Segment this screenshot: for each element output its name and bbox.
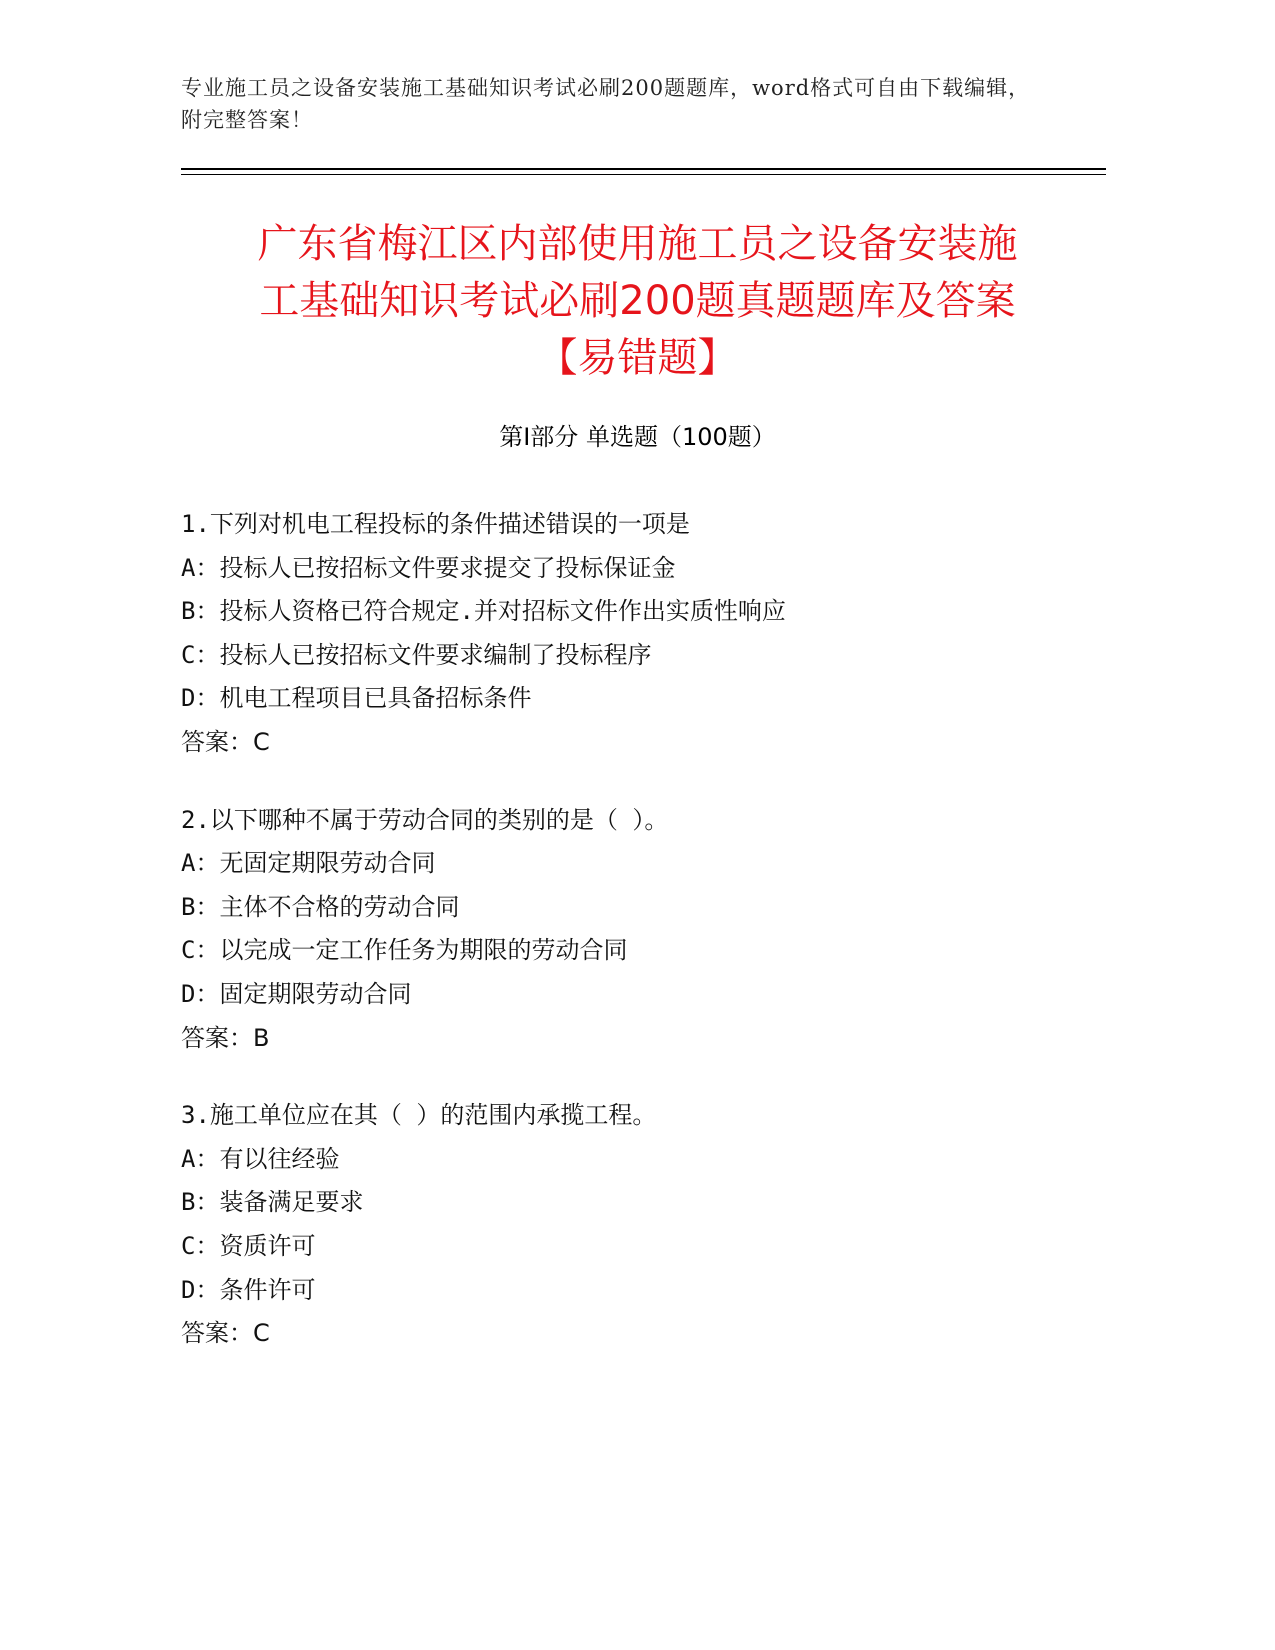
header-rule-thick [181, 168, 1106, 170]
question-stem: 3.施工单位应在其（ ）的范围内承揽工程。 [181, 1101, 657, 1130]
section-heading: 第Ⅰ部分 单选题（100题） [499, 423, 776, 451]
question-stem: 1.下列对机电工程投标的条件描述错误的一项是 [181, 510, 690, 538]
question-3 [181, 1094, 1081, 1356]
option-c: C：以完成一定工作任务为期限的劳动合同 [181, 936, 628, 965]
answer: 答案：C [181, 1319, 270, 1348]
option-b: B：投标人资格已符合规定.并对招标文件作出实质性响应 [181, 597, 786, 626]
question-1 [181, 503, 1081, 765]
option-a: A：投标人已按招标文件要求提交了投标保证金 [181, 553, 676, 582]
question-stem: 2.以下哪种不属于劳动合同的类别的是（ ）。 [181, 805, 669, 834]
answer: 答案：C [181, 727, 270, 756]
question-list [181, 503, 1081, 1390]
title-line-1: 广东省梅江区内部使用施工员之设备安装施 [257, 221, 1018, 267]
answer: 答案：B [181, 1023, 270, 1052]
option-c: C：资质许可 [181, 1231, 316, 1260]
option-a: A：无固定期限劳动合同 [181, 849, 436, 878]
option-b: B：主体不合格的劳动合同 [181, 892, 460, 921]
header-note: 专业施工员之设备安装施工基础知识考试必刷200题题库，word格式可自由下载编辑，附完整答案！ [181, 76, 1031, 132]
option-d: D：固定期限劳动合同 [181, 979, 412, 1008]
document-title [150, 216, 1125, 387]
question-2 [181, 799, 1081, 1061]
option-a: A：有以往经验 [181, 1144, 340, 1173]
option-d: D：条件许可 [181, 1275, 316, 1304]
option-b: B：装备满足要求 [181, 1188, 364, 1217]
option-c: C：投标人已按招标文件要求编制了投标程序 [181, 640, 652, 669]
option-d: D：机电工程项目已具备招标条件 [181, 684, 532, 713]
title-line-2: 工基础知识考试必刷200题真题题库及答案 [259, 278, 1016, 324]
header-rule-thin [181, 174, 1106, 175]
title-line-3: 【易错题】 [537, 335, 738, 381]
